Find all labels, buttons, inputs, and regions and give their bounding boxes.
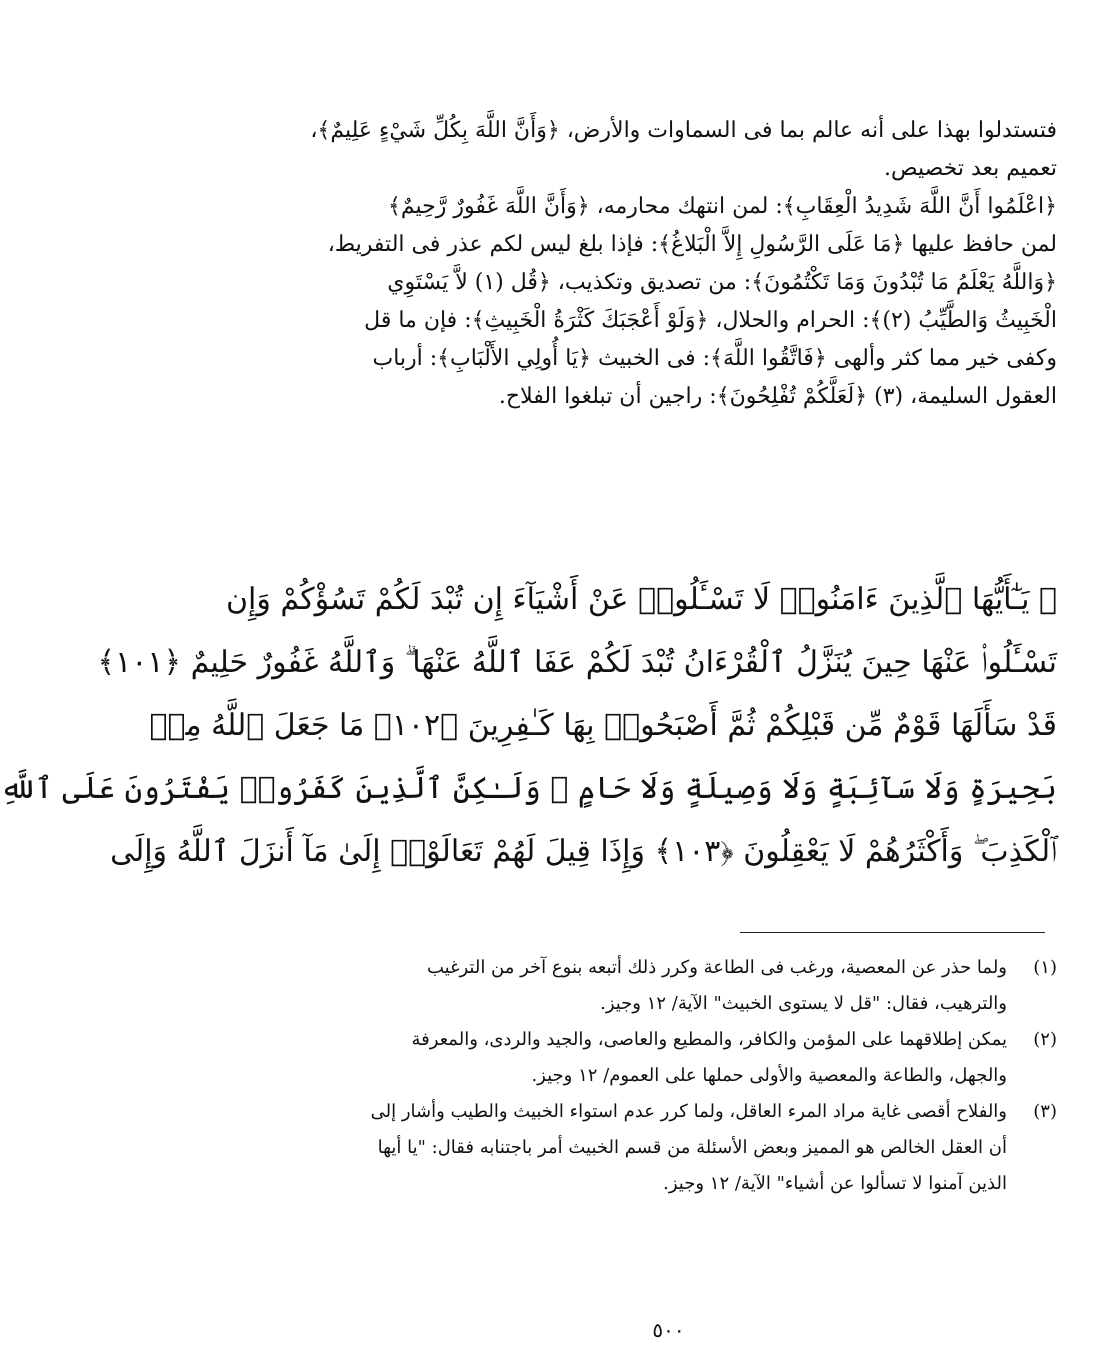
footnote-text	[287, 1022, 1007, 1094]
footnote-line: والفلاح أقصى غاية مراد المرء العاقل، ولما كرر عدم استواء الخبيث والطيب وأشار إلى	[370, 1101, 1007, 1122]
footnote	[287, 950, 1057, 1022]
footnotes	[287, 950, 1057, 1202]
commentary-line: ﴿اعْلَمُوا أَنَّ اللَّهَ شَدِيدُ الْعِقَابِ﴾: لمن انتهك محارمه، ﴿وَأَنَّ اللَّهَ غَفُورٌ رَّحِيمٌ﴾	[387, 194, 1057, 219]
commentary-line: لمن حافظ عليها ﴿مَا عَلَى الرَّسُولِ إِلاَّ الْبَلاغُ﴾: فإذا بلغ ليس لكم عذر فى التفريط،	[327, 232, 1057, 257]
commentary-block	[287, 112, 1057, 416]
commentary-line: تعميم بعد تخصيص.	[884, 156, 1057, 181]
footnote-line: والترهيب، فقال: "قل لا يستوى الخبيث" الآية/ ١٢ وجيز.	[600, 993, 1007, 1014]
footnote	[287, 1022, 1057, 1094]
quran-line: قَدْ سَأَلَهَا قَوْمٌ مِّن قَبْلِكُمْ ثُمَّ أَصْبَحُوا۟ بِهَا كَـٰفِرِينَ ﴿١٠٢﴾ مَا جَعَلَ ٱللَّهُ مِنۢ	[149, 708, 1057, 743]
quran-line: ٱلْكَذِبَ ۖ وَأَكْثَرُهُمْ لَا يَعْقِلُونَ ﴿١٠٣﴾ وَإِذَا قِيلَ لَهُمْ تَعَالَوْا۟ إِلَىٰ مَآ أَنزَلَ ٱللَّهُ وَإِلَى	[110, 834, 1057, 869]
commentary-line: العقول السليمة، (٣) ﴿لَعَلَّكُمْ تُفْلِحُونَ﴾: راجين أن تبلغوا الفلاح.	[498, 384, 1057, 409]
quran-line: ﴿ يَـٰٓأَيُّهَا ٱلَّذِينَ ءَامَنُوا۟ لَا تَسْـَٔلُوا۟ عَنْ أَشْيَآءَ إِن تُبْدَ لَكُمْ تَسُؤْكُمْ وَإِن	[225, 582, 1057, 617]
footnote-line: ولما حذر عن المعصية، ورغب فى الطاعة وكرر ذلك أتبعه بنوع آخر من الترغيب	[426, 957, 1007, 978]
footnote-text	[287, 950, 1007, 1022]
commentary-line: الْخَبِيثُ وَالطَّيِّبُ (٢)﴾: الحرام والحلال، ﴿وَلَوْ أَعْجَبَكَ كَثْرَةُ الْخَبِيثِ﴾: فإن ما قل	[364, 308, 1057, 333]
footnote-number: (٢)	[1033, 1029, 1057, 1050]
footnote-line: الذين آمنوا لا تسألوا عن أشياء" الآية/ ١٢ وجيز.	[663, 1173, 1007, 1194]
footnote-line: أن العقل الخالص هو المميز وبعض الأسئلة من قسم الخبيث أمر باجتنابه فقال: "يا أيها	[377, 1137, 1007, 1158]
quran-text-block	[0, 568, 1057, 883]
quran-line: تَسْـَٔلُوا۟ عَنْهَا حِينَ يُنَزَّلُ ٱلْقُرْءَانُ تُبْدَ لَكُمْ عَفَا ٱللَّهُ عَنْهَا ۗ وَٱللَّهُ غَفُورٌ حَلِيمٌ ﴿١٠١﴾	[97, 645, 1057, 680]
footnote-line: والجهل، والطاعة والمعصية والأولى حملها على العموم/ ١٢ وجيز.	[531, 1065, 1007, 1086]
footnote-number: (١)	[1033, 957, 1057, 978]
quran-line: بَحِيرَةٍ وَلَا سَآئِبَةٍ وَلَا وَصِيلَةٍ وَلَا حَامٍ ۙ وَلَـٰكِنَّ ٱلَّذِينَ كَفَرُوا۟ يَفْتَرُونَ عَلَى ٱللَّهِ	[0, 771, 1057, 806]
commentary-line: ﴿وَاللَّهُ يَعْلَمُ مَا تُبْدُونَ وَمَا تَكْتُمُونَ﴾: من تصديق وتكذيب، ﴿قُل (١) لاَّ يَسْتَوِي	[387, 270, 1057, 295]
commentary-line: وكفى خير مما كثر وألهى ﴿فَاتَّقُوا اللَّهَ﴾: فى الخبيث ﴿يَا أُولِي الأَلْبَابِ﴾: أرباب	[372, 346, 1057, 371]
footnote	[287, 1094, 1057, 1202]
footnote-divider	[740, 932, 1045, 933]
footnote-number: (٣)	[1033, 1101, 1057, 1122]
footnote-text	[287, 1094, 1007, 1202]
footnote-line: يمكن إطلاقهما على المؤمن والكافر، والمطيع والعاصى، والجيد والردى، والمعرفة	[411, 1029, 1007, 1050]
commentary-line: فتستدلوا بهذا على أنه عالم بما فى السماوات والأرض، ﴿وَأَنَّ اللَّهَ بِكُلِّ شَيْءٍ عَلِيمٌ﴾،	[310, 118, 1057, 143]
page-number: ٥٠٠	[652, 1318, 685, 1342]
